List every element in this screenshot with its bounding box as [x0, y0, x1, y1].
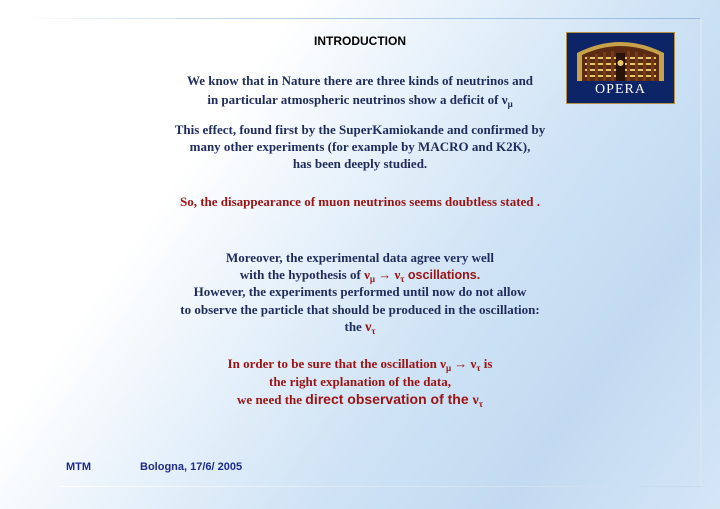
- intro-line-1: We know that in Nature there are three kinds of neutrinos and: [186, 73, 534, 88]
- order-line-3-text: we need the: [237, 392, 306, 407]
- nu-symbol: ν: [394, 267, 401, 282]
- frame-bottom-line: [60, 486, 702, 487]
- order-line-3: [0, 391, 720, 409]
- moreover-line-1: Moreover, the experimental data agree very well: [226, 250, 494, 265]
- moreover-line-3: However, the experiments performed until now do not allow: [193, 284, 527, 299]
- effect-line-2: many other experiments (for example by MACRO and K2K),: [189, 139, 531, 154]
- conclusion-line: So, the disappearance of muon neutrinos seems doubtless stated .: [179, 194, 541, 209]
- intro-line-2: [0, 92, 720, 108]
- order-line-1-text: In order to be sure that the oscillation: [227, 356, 441, 371]
- moreover-line-5-text: the: [344, 319, 366, 334]
- nu-symbol: ν: [365, 320, 372, 335]
- moreover-line-5: [0, 319, 720, 336]
- tau-subscript: τ: [400, 274, 405, 284]
- order-line-1: [0, 356, 720, 372]
- footer-author: MTM: [66, 461, 92, 473]
- nu-symbol: ν: [364, 267, 370, 282]
- footer-place-date: Bologna, 17/6/ 2005: [140, 461, 243, 473]
- order-line-1-suffix: is: [480, 356, 493, 371]
- mu-subscript: μ: [507, 99, 513, 109]
- tau-subscript: τ: [478, 399, 483, 409]
- direct-observation-label: direct observation of the: [305, 391, 473, 407]
- arrow-symbol: →: [454, 356, 468, 371]
- tau-subscript: τ: [476, 363, 481, 373]
- effect-line-1: This effect, found first by the SuperKamiokande and confirmed by: [174, 122, 546, 137]
- nu-symbol: ν: [470, 356, 477, 371]
- order-line-2: the right explanation of the data,: [269, 374, 451, 389]
- moreover-line-2: [0, 267, 720, 283]
- mu-subscript: μ: [369, 274, 375, 284]
- oscillations-label: oscillations.: [404, 268, 481, 282]
- intro-line-2-text: in particular atmospheric neutrinos show a deficit of: [207, 92, 502, 107]
- tau-subscript: τ: [371, 326, 376, 336]
- arrow-symbol: →: [378, 267, 392, 282]
- nu-symbol: ν: [501, 92, 508, 107]
- frame-top-line: [18, 18, 702, 19]
- opera-logo-text: OPERA: [595, 82, 646, 97]
- effect-line-3: has been deeply studied.: [292, 156, 428, 171]
- slide-title: INTRODUCTION: [314, 34, 406, 48]
- mu-subscript: μ: [445, 363, 452, 373]
- moreover-line-4: to observe the particle that should be produced in the oscillation:: [180, 302, 540, 317]
- nu-symbol: ν: [440, 356, 446, 371]
- moreover-line-2-text: with the hypothesis of: [239, 267, 365, 282]
- nu-symbol: ν: [472, 393, 479, 408]
